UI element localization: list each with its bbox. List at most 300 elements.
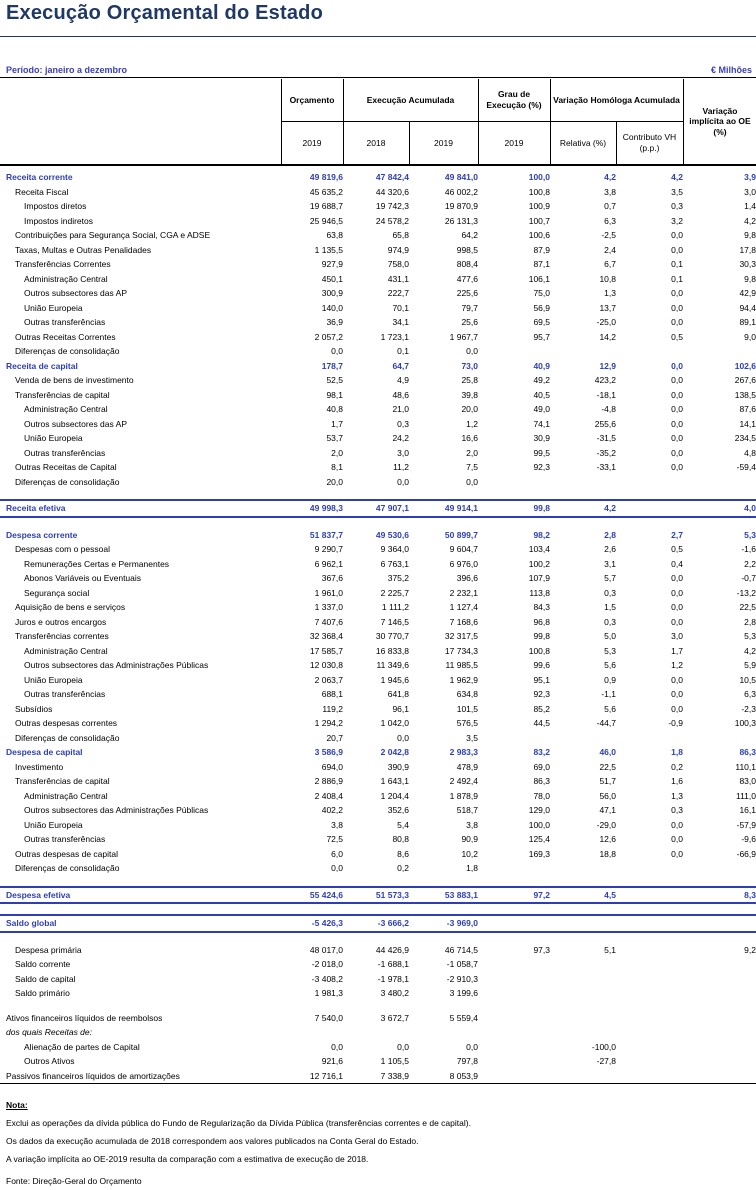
value-cell (683, 957, 756, 972)
row-label: Venda de bens de investimento (15, 375, 134, 386)
value-cell: 11 985,5 (445, 660, 478, 671)
value-cell (478, 986, 550, 1001)
row-label: Diferenças de consolidação (15, 863, 120, 874)
value-cell: 22,5 (599, 761, 616, 772)
value-cell: 97,2 (478, 887, 550, 904)
value-cell: 25,6 (461, 317, 478, 328)
value-cell (550, 915, 616, 932)
table-row (0, 644, 756, 659)
row-label: Despesa primária (15, 944, 82, 955)
value-cell: 3,1 (604, 558, 616, 569)
value-cell (343, 1025, 409, 1040)
value-cell: 98,1 (326, 389, 343, 400)
value-cell: 921,6 (321, 1056, 343, 1067)
value-cell: 0,1 (397, 346, 409, 357)
value-cell: 0,0 (397, 1041, 409, 1052)
value-cell: 8,1 (331, 462, 343, 473)
value-cell: -2 910,3 (446, 973, 478, 984)
value-cell: 49 841,0 (444, 172, 478, 183)
value-cell: 1,2 (466, 418, 478, 429)
value-cell: 2,4 (604, 244, 616, 255)
value-cell: 20,0 (326, 476, 343, 487)
notes (6, 1096, 471, 1190)
value-cell: 9 604,7 (449, 544, 478, 555)
value-cell: 99,8 (533, 631, 550, 642)
value-cell: 0,0 (397, 732, 409, 743)
row-label: Taxas, Multas e Outras Penalidades (15, 244, 152, 255)
notes-heading: Nota: (6, 1100, 28, 1110)
row-label: Aquisição de bens e serviços (15, 602, 126, 613)
header-year-2019: 2019 (434, 137, 453, 148)
value-cell: 19 688,7 (309, 201, 343, 212)
value-cell: 2 042,8 (380, 747, 409, 758)
value-cell: 49 530,6 (375, 529, 409, 540)
value-cell: 1,7 (331, 418, 343, 429)
value-cell: -3 408,2 (311, 973, 343, 984)
value-cell: 367,6 (321, 573, 343, 584)
header-divider (683, 79, 684, 164)
value-cell: 2 886,9 (314, 776, 343, 787)
value-cell (616, 1011, 683, 1026)
value-cell (683, 475, 756, 490)
row-label: União Europeia (24, 674, 83, 685)
value-cell (550, 475, 616, 490)
table-row (0, 586, 756, 601)
budget-table (0, 170, 756, 1084)
value-cell: 450,1 (321, 273, 343, 284)
total-row (0, 887, 756, 904)
period-divider (0, 77, 756, 78)
value-cell: 0,0 (671, 834, 683, 845)
value-cell: 83,2 (533, 747, 550, 758)
value-cell (616, 344, 683, 359)
value-cell (478, 1054, 550, 1069)
value-cell: 96,1 (392, 703, 409, 714)
value-cell: 9,2 (744, 944, 756, 955)
value-cell: 97,3 (533, 944, 550, 955)
value-cell (616, 500, 683, 517)
value-cell: 9,0 (744, 331, 756, 342)
value-cell: 49 819,6 (309, 172, 343, 183)
value-cell: 72,5 (326, 834, 343, 845)
total-row (0, 500, 756, 517)
value-cell (409, 1025, 478, 1040)
value-cell: 0,0 (466, 346, 478, 357)
value-cell: 69,0 (533, 761, 550, 772)
value-cell (616, 887, 683, 904)
value-cell: 101,5 (456, 703, 478, 714)
value-cell (616, 1025, 683, 1040)
table-row (0, 847, 756, 862)
table-row (0, 286, 756, 301)
value-cell: 49,2 (533, 375, 550, 386)
value-cell (683, 915, 756, 932)
value-cell: 3 672,7 (380, 1012, 409, 1023)
value-cell: 26 131,3 (444, 215, 478, 226)
value-cell: 0,5 (671, 544, 683, 555)
value-cell: 47 842,4 (375, 172, 409, 183)
value-cell: -2,3 (741, 703, 756, 714)
value-cell: -3 969,0 (409, 915, 478, 932)
value-cell: 100,2 (528, 558, 550, 569)
row-label: Abonos Variáveis ou Eventuais (24, 573, 142, 584)
value-cell: 7 540,0 (314, 1012, 343, 1023)
value-cell: 74,1 (533, 418, 550, 429)
value-cell: 106,1 (528, 273, 550, 284)
table-row (0, 702, 756, 717)
value-cell: 390,9 (387, 761, 409, 772)
value-cell: 0,9 (604, 674, 616, 685)
value-cell (616, 861, 683, 876)
table-row (0, 228, 756, 243)
spacer-row (0, 489, 756, 500)
row-label: União Europeia (24, 433, 83, 444)
table-row (0, 832, 756, 847)
value-cell: -0,9 (668, 718, 683, 729)
value-cell: 32 368,4 (309, 631, 343, 642)
value-cell: 1 337,0 (314, 602, 343, 613)
value-cell: 16,1 (739, 805, 756, 816)
value-cell: 1 945,6 (380, 674, 409, 685)
value-cell: 84,3 (533, 602, 550, 613)
value-cell: 478,9 (456, 761, 478, 772)
value-cell: 9,8 (744, 230, 756, 241)
table-row (0, 1025, 756, 1040)
value-cell: 2,7 (671, 529, 683, 540)
value-cell: 6 962,1 (314, 558, 343, 569)
value-cell: 20,0 (461, 404, 478, 415)
header-execucao: Execução Acumulada (366, 94, 455, 105)
value-cell: -33,1 (596, 462, 616, 473)
value-cell (478, 915, 550, 932)
value-cell: 129,0 (528, 805, 550, 816)
value-cell (478, 1011, 550, 1026)
table-row (0, 818, 756, 833)
value-cell: 56,0 (599, 790, 616, 801)
table-row (0, 557, 756, 572)
value-cell: 1 643,1 (380, 776, 409, 787)
value-cell: 0,3 (671, 805, 683, 816)
value-cell: 95,1 (533, 674, 550, 685)
value-cell: -4,8 (601, 404, 616, 415)
row-label: Administração Central (24, 790, 108, 801)
header-variacao: Variação Homóloga Acumulada (553, 94, 680, 105)
value-cell: 5,1 (604, 944, 616, 955)
value-cell: 1 135,5 (314, 244, 343, 255)
value-cell (683, 861, 756, 876)
value-cell (683, 1040, 756, 1055)
value-cell (616, 972, 683, 987)
table-row (0, 272, 756, 287)
value-cell: 53 883,1 (409, 887, 478, 904)
value-cell: 64,2 (461, 230, 478, 241)
value-cell: 4,2 (550, 500, 616, 517)
row-label: Receita Fiscal (15, 186, 69, 197)
value-cell: -1,1 (601, 689, 616, 700)
value-cell: 107,9 (528, 573, 550, 584)
value-cell: 100,8 (528, 645, 550, 656)
value-cell: 34,1 (392, 317, 409, 328)
value-cell: 3 586,9 (314, 747, 343, 758)
value-cell: 2 063,7 (314, 674, 343, 685)
value-cell: 6 763,1 (380, 558, 409, 569)
value-cell: 3,8 (604, 186, 616, 197)
value-cell: 99,8 (478, 500, 550, 517)
row-label: Juros e outros encargos (15, 616, 107, 627)
value-cell: 3,9 (744, 172, 756, 183)
value-cell: -0,7 (741, 573, 756, 584)
value-cell: 0,0 (671, 573, 683, 584)
value-cell: 95,7 (533, 331, 550, 342)
value-cell: 50 899,7 (444, 529, 478, 540)
value-cell: 0,3 (604, 587, 616, 598)
value-cell: 22,5 (739, 602, 756, 613)
row-label: Alienação de partes de Capital (24, 1041, 140, 1052)
value-cell: 300,9 (321, 288, 343, 299)
row-label: Receita efetiva (0, 500, 281, 517)
value-cell: 2,2 (744, 558, 756, 569)
table-row (0, 243, 756, 258)
spacer-cell (0, 932, 756, 943)
value-cell (616, 475, 683, 490)
spacer-cell (0, 903, 756, 915)
value-cell: 79,7 (461, 302, 478, 313)
value-cell: 4,0 (683, 500, 756, 517)
value-cell: 44 320,6 (375, 186, 409, 197)
value-cell: 7,5 (466, 462, 478, 473)
value-cell: 6 976,0 (449, 558, 478, 569)
value-cell: -44,7 (596, 718, 616, 729)
value-cell: 12,6 (599, 834, 616, 845)
row-label: Diferenças de consolidação (15, 346, 120, 357)
value-cell: 0,0 (671, 244, 683, 255)
value-cell: 125,4 (528, 834, 550, 845)
value-cell: 1,7 (671, 645, 683, 656)
value-cell: 1 111,2 (381, 602, 409, 613)
row-label: Subsídios (15, 703, 53, 714)
value-cell: 100,8 (528, 186, 550, 197)
value-cell: -2 018,0 (311, 959, 343, 970)
value-cell: 8,6 (397, 848, 409, 859)
spacer-cell (0, 517, 756, 528)
value-cell: -9,6 (741, 834, 756, 845)
row-label: Saldo primário (15, 988, 70, 999)
value-cell: 1,2 (671, 660, 683, 671)
value-cell (550, 972, 616, 987)
value-cell: -1 688,1 (377, 959, 409, 970)
value-cell: 0,0 (671, 302, 683, 313)
value-cell: 100,7 (528, 215, 550, 226)
value-cell: 0,0 (671, 389, 683, 400)
value-cell: 9 364,0 (380, 544, 409, 555)
value-cell (478, 731, 550, 746)
value-cell: 2 057,2 (314, 331, 343, 342)
table-row (0, 475, 756, 490)
value-cell: 0,3 (671, 201, 683, 212)
value-cell: 30,9 (533, 433, 550, 444)
value-cell: 39,8 (461, 389, 478, 400)
value-cell: 0,0 (671, 447, 683, 458)
total-row (0, 915, 756, 932)
table-row (0, 716, 756, 731)
value-cell: 19 742,3 (375, 201, 409, 212)
value-cell (616, 1054, 683, 1069)
value-cell: -3 666,2 (343, 915, 409, 932)
table-row (0, 957, 756, 972)
value-cell (478, 1025, 550, 1040)
spacer-row (0, 903, 756, 915)
table-row (0, 803, 756, 818)
value-cell: 47,1 (599, 805, 616, 816)
value-cell: 0,0 (671, 616, 683, 627)
value-cell: -35,2 (596, 447, 616, 458)
value-cell: 3,8 (331, 819, 343, 830)
value-cell: 0,0 (671, 375, 683, 386)
value-cell: -1 058,7 (446, 959, 478, 970)
value-cell: 6,3 (744, 689, 756, 700)
value-cell: 32 317,5 (444, 631, 478, 642)
value-cell: 9,8 (744, 273, 756, 284)
table-row (0, 417, 756, 432)
value-cell (683, 986, 756, 1001)
value-cell: 0,0 (671, 689, 683, 700)
value-cell: 64,7 (392, 360, 409, 371)
value-cell: 2,8 (604, 529, 616, 540)
value-cell (281, 1025, 343, 1040)
value-cell: 11 349,6 (376, 660, 409, 671)
table-row (0, 373, 756, 388)
row-label: Despesa corrente (6, 529, 78, 540)
section-row (0, 359, 756, 374)
value-cell (616, 915, 683, 932)
value-cell: 3,8 (466, 819, 478, 830)
table-row (0, 388, 756, 403)
value-cell: 758,0 (387, 259, 409, 270)
row-label: Transferências de capital (15, 776, 110, 787)
row-label: Outros subsectores das Administrações Públicas (24, 805, 209, 816)
value-cell (616, 731, 683, 746)
value-cell: 5 559,4 (449, 1012, 478, 1023)
value-cell: 92,3 (533, 462, 550, 473)
value-cell: 40,9 (533, 360, 550, 371)
value-cell: 0,5 (671, 331, 683, 342)
value-cell: 576,5 (456, 718, 478, 729)
row-label: Outros subsectores das AP (24, 418, 127, 429)
value-cell: 7 168,6 (449, 616, 478, 627)
value-cell: 48,6 (392, 389, 409, 400)
value-cell: 49,0 (533, 404, 550, 415)
table-row (0, 972, 756, 987)
value-cell: 694,0 (321, 761, 343, 772)
value-cell: 63,8 (326, 230, 343, 241)
value-cell: 3,0 (671, 631, 683, 642)
value-cell: 45 635,2 (309, 186, 343, 197)
value-cell: 0,0 (671, 602, 683, 613)
value-cell: 1 105,5 (380, 1056, 409, 1067)
value-cell: 100,0 (528, 819, 550, 830)
value-cell: 94,4 (739, 302, 756, 313)
value-cell: 19 870,9 (444, 201, 478, 212)
header-divider (616, 121, 617, 164)
value-cell: 99,6 (533, 660, 550, 671)
value-cell: 100,9 (528, 201, 550, 212)
value-cell: 86,3 (739, 747, 756, 758)
value-cell: 100,6 (528, 230, 550, 241)
row-label: Outras transferências (24, 317, 106, 328)
spacer-cell (0, 1001, 756, 1011)
row-label: Outras despesas correntes (15, 718, 118, 729)
value-cell: 119,2 (322, 703, 343, 714)
value-cell: 100,3 (734, 718, 756, 729)
value-cell: 0,7 (604, 201, 616, 212)
value-cell: 87,9 (533, 244, 550, 255)
table-row (0, 789, 756, 804)
row-label: Transferências Correntes (15, 259, 111, 270)
section-row (0, 170, 756, 185)
value-cell: 51,7 (599, 776, 616, 787)
spacer-row (0, 517, 756, 528)
value-cell: 222,7 (387, 288, 409, 299)
value-cell: 17,8 (739, 244, 756, 255)
note-line: Exclui as operações da dívida pública do Fundo de Regularização da Dívida Pública (transferências correntes e de capital). (6, 1118, 471, 1128)
value-cell: 2 983,3 (449, 747, 478, 758)
value-cell: 423,2 (594, 375, 616, 386)
value-cell: 89,1 (739, 317, 756, 328)
value-cell: 0,0 (397, 476, 409, 487)
value-cell: 1 127,4 (449, 602, 478, 613)
value-cell (616, 1040, 683, 1055)
value-cell: 0,0 (671, 230, 683, 241)
value-cell: 0,0 (466, 1041, 478, 1052)
table-row (0, 402, 756, 417)
value-cell: 25 946,5 (309, 215, 343, 226)
table-row (0, 1054, 756, 1069)
value-cell: 87,1 (533, 259, 550, 270)
value-cell: 25,8 (461, 375, 478, 386)
value-cell (550, 731, 616, 746)
value-cell: 1 042,0 (380, 718, 409, 729)
table-row (0, 571, 756, 586)
value-cell: 1,8 (671, 747, 683, 758)
row-label: Despesas com o pessoal (15, 544, 110, 555)
value-cell (683, 972, 756, 987)
value-cell: 10,8 (599, 273, 616, 284)
value-cell: -18,1 (596, 389, 616, 400)
value-cell: 1 294,2 (314, 718, 343, 729)
value-cell: 0,0 (331, 1041, 343, 1052)
value-cell: 87,6 (739, 404, 756, 415)
value-cell: 70,1 (392, 302, 409, 313)
value-cell: 80,8 (392, 834, 409, 845)
value-cell (616, 957, 683, 972)
source-line: Fonte: Direção-Geral do Orçamento (6, 1176, 142, 1186)
value-cell (683, 731, 756, 746)
value-cell: 0,4 (671, 558, 683, 569)
value-cell (478, 1040, 550, 1055)
value-cell: -100,0 (591, 1041, 616, 1052)
value-cell: 24 578,2 (375, 215, 409, 226)
value-cell: 75,0 (533, 288, 550, 299)
value-cell (478, 344, 550, 359)
value-cell: 688,1 (321, 689, 343, 700)
value-cell: 2,0 (466, 447, 478, 458)
table-row (0, 861, 756, 876)
value-cell: 1 962,9 (449, 674, 478, 685)
spacer-row (0, 932, 756, 943)
value-cell (550, 1011, 616, 1026)
value-cell: 17 585,7 (309, 645, 343, 656)
value-cell: 2,8 (744, 616, 756, 627)
